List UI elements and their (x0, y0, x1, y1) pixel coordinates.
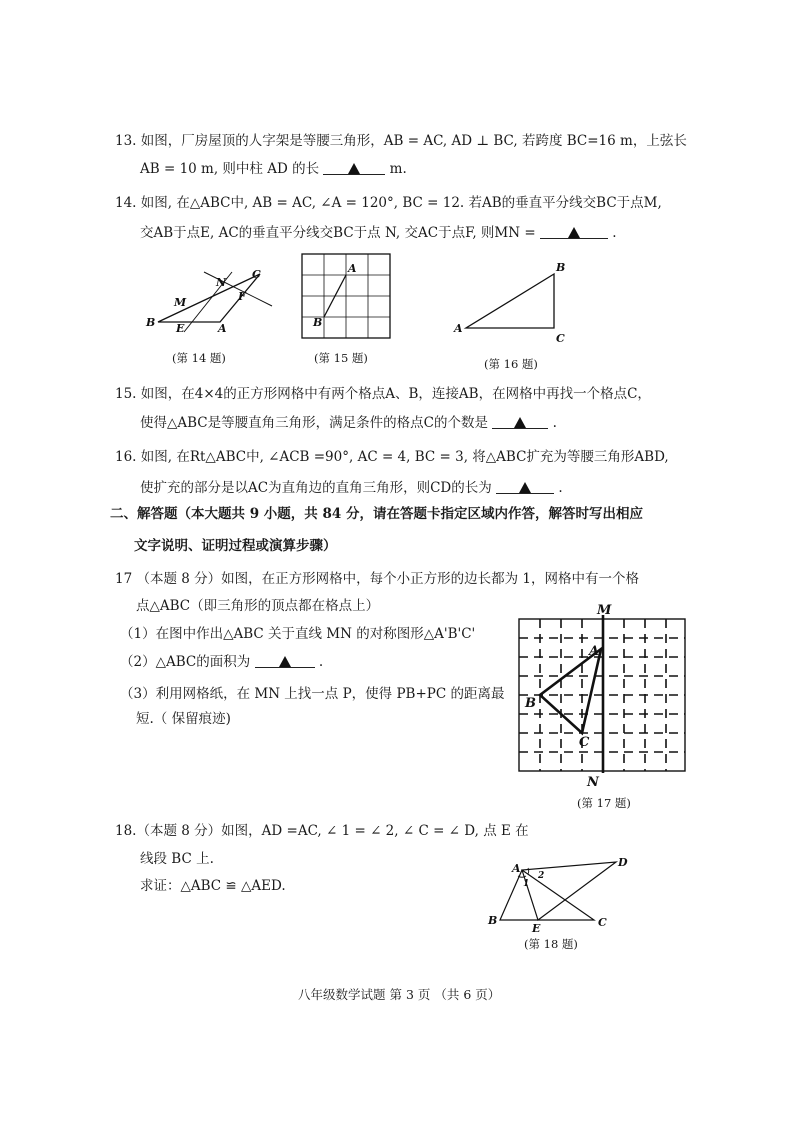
q15-line2 (140, 414, 557, 432)
fig14-label-f: F (238, 290, 246, 303)
fig18-angle-2-arc (528, 868, 529, 874)
answer-blank[interactable] (323, 160, 385, 175)
answer-blank[interactable] (496, 479, 554, 494)
q18-line1: 18.（本题 8 分）如图，AD =AC, ∠ 1 = ∠ 2, ∠ C = ∠ D, 点 E 在 (115, 823, 529, 839)
fig16-label-a: A (454, 322, 463, 335)
figure-15 (298, 250, 398, 342)
fig14-label-c: C (252, 268, 261, 281)
q17-item2 (120, 653, 323, 671)
fig14-label-b: B (146, 316, 156, 329)
q14-line1: 14. 如图, 在△ABC中, AB = AC, ∠A = 120°, BC = 12. 若AB的垂直平分线交BC于点M, (115, 195, 662, 211)
fig14-label-e: E (176, 322, 185, 335)
fig17-label-b: B (525, 696, 536, 711)
q16-line1: 16. 如图, 在Rt△ABC中, ∠ACB =90°, AC = 4, BC = 3, 将△ABC扩充为等腰三角形ABD, (115, 449, 669, 465)
figure-16 (452, 258, 576, 348)
fig15-label-a: A (348, 262, 357, 275)
q16-line2-text: 使扩充的部分是以AC为直角边的直角三角形，则CD的长为 (140, 480, 492, 496)
fig18-triangle-aed (522, 862, 616, 920)
q17-item3a: （3）利用网格纸，在 MN 上找一点 P，使得 PB+PC 的距离最 (120, 686, 505, 702)
fig18-label-d: D (618, 856, 628, 869)
fig17-triangle-abc (540, 649, 601, 733)
triangle-icon (348, 163, 360, 174)
fig16-triangle (466, 274, 554, 328)
fig16-label-c: C (556, 332, 565, 345)
q15-line2-text: 使得△ABC是等腰直角三角形，满足条件的格点C的个数是 (140, 415, 488, 431)
fig16-label-b: B (556, 261, 566, 274)
fig18-triangle-abc (500, 870, 594, 920)
q18-line3: 求证：△ABC ≌ △AED. (140, 878, 286, 894)
q18-line2: 线段 BC 上. (140, 851, 214, 867)
figure-14 (140, 262, 280, 342)
q13-line2 (140, 160, 407, 178)
fig17-label-c: C (579, 735, 590, 750)
answer-blank[interactable] (255, 653, 315, 668)
fig18-label-angle2: 2 (538, 871, 545, 881)
page-footer: 八年级数学试题 第 3 页 （共 6 页） (298, 987, 501, 1002)
caption-18: (第 18 题) (524, 937, 578, 951)
q15-end: . (552, 415, 557, 431)
answer-blank[interactable] (540, 224, 608, 239)
fig18-label-angle1: 1 (523, 879, 530, 889)
triangle-icon (519, 482, 531, 493)
section2-subheading: 文字说明、证明过程或演算步骤） (134, 538, 337, 554)
q13-line2-text: AB = 10 m, 则中柱 AD 的长 (140, 161, 320, 177)
fig14-label-m: M (174, 296, 187, 309)
figure-18 (484, 852, 634, 934)
answer-blank[interactable] (492, 414, 548, 429)
q14-line2 (140, 224, 617, 242)
fig15-label-b: B (313, 316, 323, 329)
fig14-label-a: A (218, 322, 227, 335)
figure-17-grid (515, 603, 690, 788)
q13-line1: 13. 如图，厂房屋顶的人字架是等腰三角形，AB = AC, AD ⊥ BC, 若跨度 BC=16 m，上弦长 (115, 133, 687, 149)
triangle-icon (279, 656, 291, 667)
caption-16: (第 16 题) (484, 357, 538, 371)
fig17-label-n: N (587, 775, 599, 788)
q17-item2-text: （2）△ABC的面积为 (120, 654, 251, 670)
fig18-label-b: B (488, 914, 498, 927)
fig18-label-c: C (598, 916, 607, 929)
q13-unit: m. (389, 161, 407, 177)
q17-line2: 点△ABC（即三角形的顶点都在格点上） (136, 598, 380, 614)
fig18-label-e: E (532, 922, 541, 934)
caption-17: (第 17 题) (577, 796, 631, 810)
q17-item3b: 短.（ 保留痕迹) (136, 711, 231, 727)
caption-15: (第 15 题) (314, 351, 368, 365)
triangle-icon (568, 227, 580, 238)
q17-line1: 17 （本题 8 分）如图，在正方形网格中，每个小正方形的边长都为 1，网格中有一个格 (115, 571, 640, 587)
q16-line2 (140, 479, 563, 497)
section2-heading: 二、解答题（本大题共 9 小题，共 84 分，请在答题卡指定区域内作答，解答时写出相应 (110, 506, 643, 522)
q14-end: . (612, 225, 617, 241)
fig17-label-a: A (589, 644, 600, 659)
fig18-label-a: A (512, 862, 521, 875)
fig14-label-n: N (216, 276, 227, 289)
caption-14: (第 14 题) (172, 351, 226, 365)
q15-line1: 15. 如图，在4×4的正方形网格中有两个格点A、B，连接AB，在网格中再找一个格点C， (115, 386, 651, 402)
fig17-label-m: M (597, 603, 612, 618)
q17-item2-end: . (318, 654, 324, 670)
q17-item1: （1）在图中作出△ABC 关于直线 MN 的对称图形△A'B'C' (120, 626, 476, 642)
q16-end: . (558, 480, 563, 496)
q14-line2-text: 交AB于点E, AC的垂直平分线交BC于点 N, 交AC于点F, 则MN = (140, 225, 536, 241)
triangle-icon (514, 417, 526, 428)
